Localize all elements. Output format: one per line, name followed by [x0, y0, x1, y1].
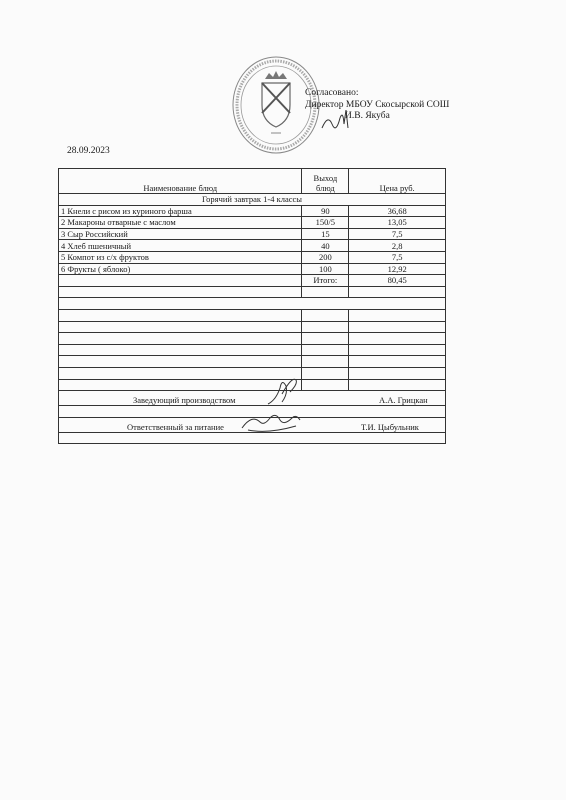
empty-row [59, 333, 446, 345]
dish-yield: 100 [302, 263, 349, 275]
empty-row [59, 321, 446, 333]
empty-row [59, 298, 446, 310]
dish-yield: 200 [302, 251, 349, 263]
dish-price: 2,8 [349, 240, 446, 252]
table-row [59, 228, 446, 240]
table-row [59, 205, 446, 217]
director-signature [318, 110, 358, 138]
manager-title: Заведующий производством [133, 395, 236, 406]
empty-row [59, 309, 446, 321]
dish-price: 13,05 [349, 217, 446, 229]
approval-position: Директор МБОУ Скосырской СОШ [305, 99, 450, 110]
section-title: Горячий завтрак 1-4 классы [59, 194, 446, 206]
manager-signature-row [59, 391, 446, 406]
header-dish-name: Наименование блюд [59, 169, 302, 194]
header-price: Цена руб. [349, 169, 446, 194]
manager-name: А.А. Грицкан [379, 395, 428, 406]
responsible-signature [238, 410, 306, 436]
table-row [59, 251, 446, 263]
table-row [59, 217, 446, 229]
section-row [59, 194, 446, 206]
approval-title: Согласовано: [305, 88, 359, 98]
empty-row [59, 356, 446, 368]
total-label: Итого: [302, 275, 349, 287]
menu-table [58, 168, 446, 444]
table-header-row [59, 169, 446, 194]
empty-row [59, 367, 446, 379]
dish-price: 12,92 [349, 263, 446, 275]
total-value: 80,45 [349, 275, 446, 287]
dish-yield: 150/5 [302, 217, 349, 229]
header-yield: Выход блюд [302, 169, 349, 194]
dish-name: 2 Макароны отварные с маслом [59, 217, 302, 229]
responsible-title: Ответственный за питание [127, 421, 224, 432]
manager-signature [262, 372, 304, 412]
dish-yield: 90 [302, 205, 349, 217]
empty-row [59, 286, 446, 298]
dish-price: 7,5 [349, 251, 446, 263]
dish-yield: 15 [302, 228, 349, 240]
approval-name: И.В. Якуба [345, 111, 390, 121]
dish-price: 36,68 [349, 205, 446, 217]
dish-name: 5 Компот из с/х фруктов [59, 251, 302, 263]
table-row [59, 263, 446, 275]
dish-yield: 40 [302, 240, 349, 252]
empty-row [59, 379, 446, 391]
dish-price: 7,5 [349, 228, 446, 240]
dish-name: 6 Фрукты ( яблоко) [59, 263, 302, 275]
dish-name: 4 Хлеб пшеничный [59, 240, 302, 252]
table-row [59, 240, 446, 252]
total-row [59, 275, 446, 287]
responsible-name: Т.И. Цыбульник [361, 421, 419, 432]
document-date: 28.09.2023 [67, 146, 110, 156]
dish-name: 3 Сыр Российский [59, 228, 302, 240]
empty-row [59, 344, 446, 356]
dish-name: 1 Кнели с рисом из куриного фарша [59, 205, 302, 217]
